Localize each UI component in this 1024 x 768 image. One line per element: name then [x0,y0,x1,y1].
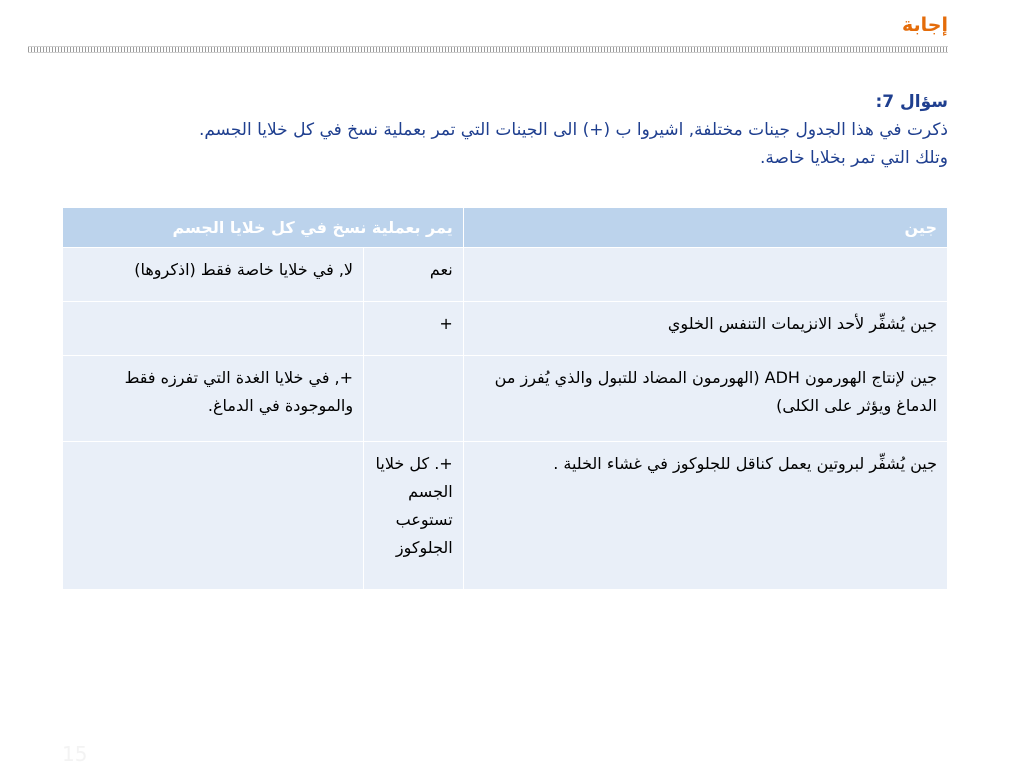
question-block [68,88,948,172]
yes-cell: + [364,302,464,356]
table-row [63,442,948,590]
page-title: إجابة [902,14,948,36]
subheader-yes: نعم [364,248,464,302]
no-cell [63,302,364,356]
gene-cell: جين يُشفِّر لأحد الانزيمات التنفس الخلوي [463,302,947,356]
table-header-row [63,208,948,248]
question-text-line2: وتلك التي تمر بخلايا خاصة. [759,148,948,168]
header-divider [28,46,948,53]
table-row [63,302,948,356]
no-cell: +, في خلايا الغدة التي تفرزه فقط والموجودة في الدماغ. [63,356,364,442]
gene-cell: جين يُشفِّر لبروتين يعمل كناقل للجلوكوز في غشاء الخلية . [463,442,947,590]
gene-cell: جين لإنتاج الهورمون ADH (الهورمون المضاد للتبول والذي يُفرز من الدماغ ويؤثر على الكلى) [463,356,947,442]
table-subheader-row [63,248,948,302]
yes-cell: +. كل خلايا الجسم تستوعب الجلوكوز [364,442,464,590]
subheader-no: لا, في خلايا خاصة فقط (اذكروها) [63,248,364,302]
slide-number: 15 [62,742,88,766]
table-cell [463,248,947,302]
question-title: سؤال 7: [875,92,948,112]
yes-cell [364,356,464,442]
genes-table [62,207,948,590]
table-row [63,356,948,442]
question-text-line1: ذكرت في هذا الجدول جينات مختلفة, اشيروا ب (+) الى الجينات التي تمر بعملية نسخ في كل خلايا الجسم. [198,120,948,140]
header-transcription: يمر بعملية نسخ في كل خلايا الجسم [63,208,464,248]
no-cell [63,442,364,590]
header-gene: جين [463,208,947,248]
